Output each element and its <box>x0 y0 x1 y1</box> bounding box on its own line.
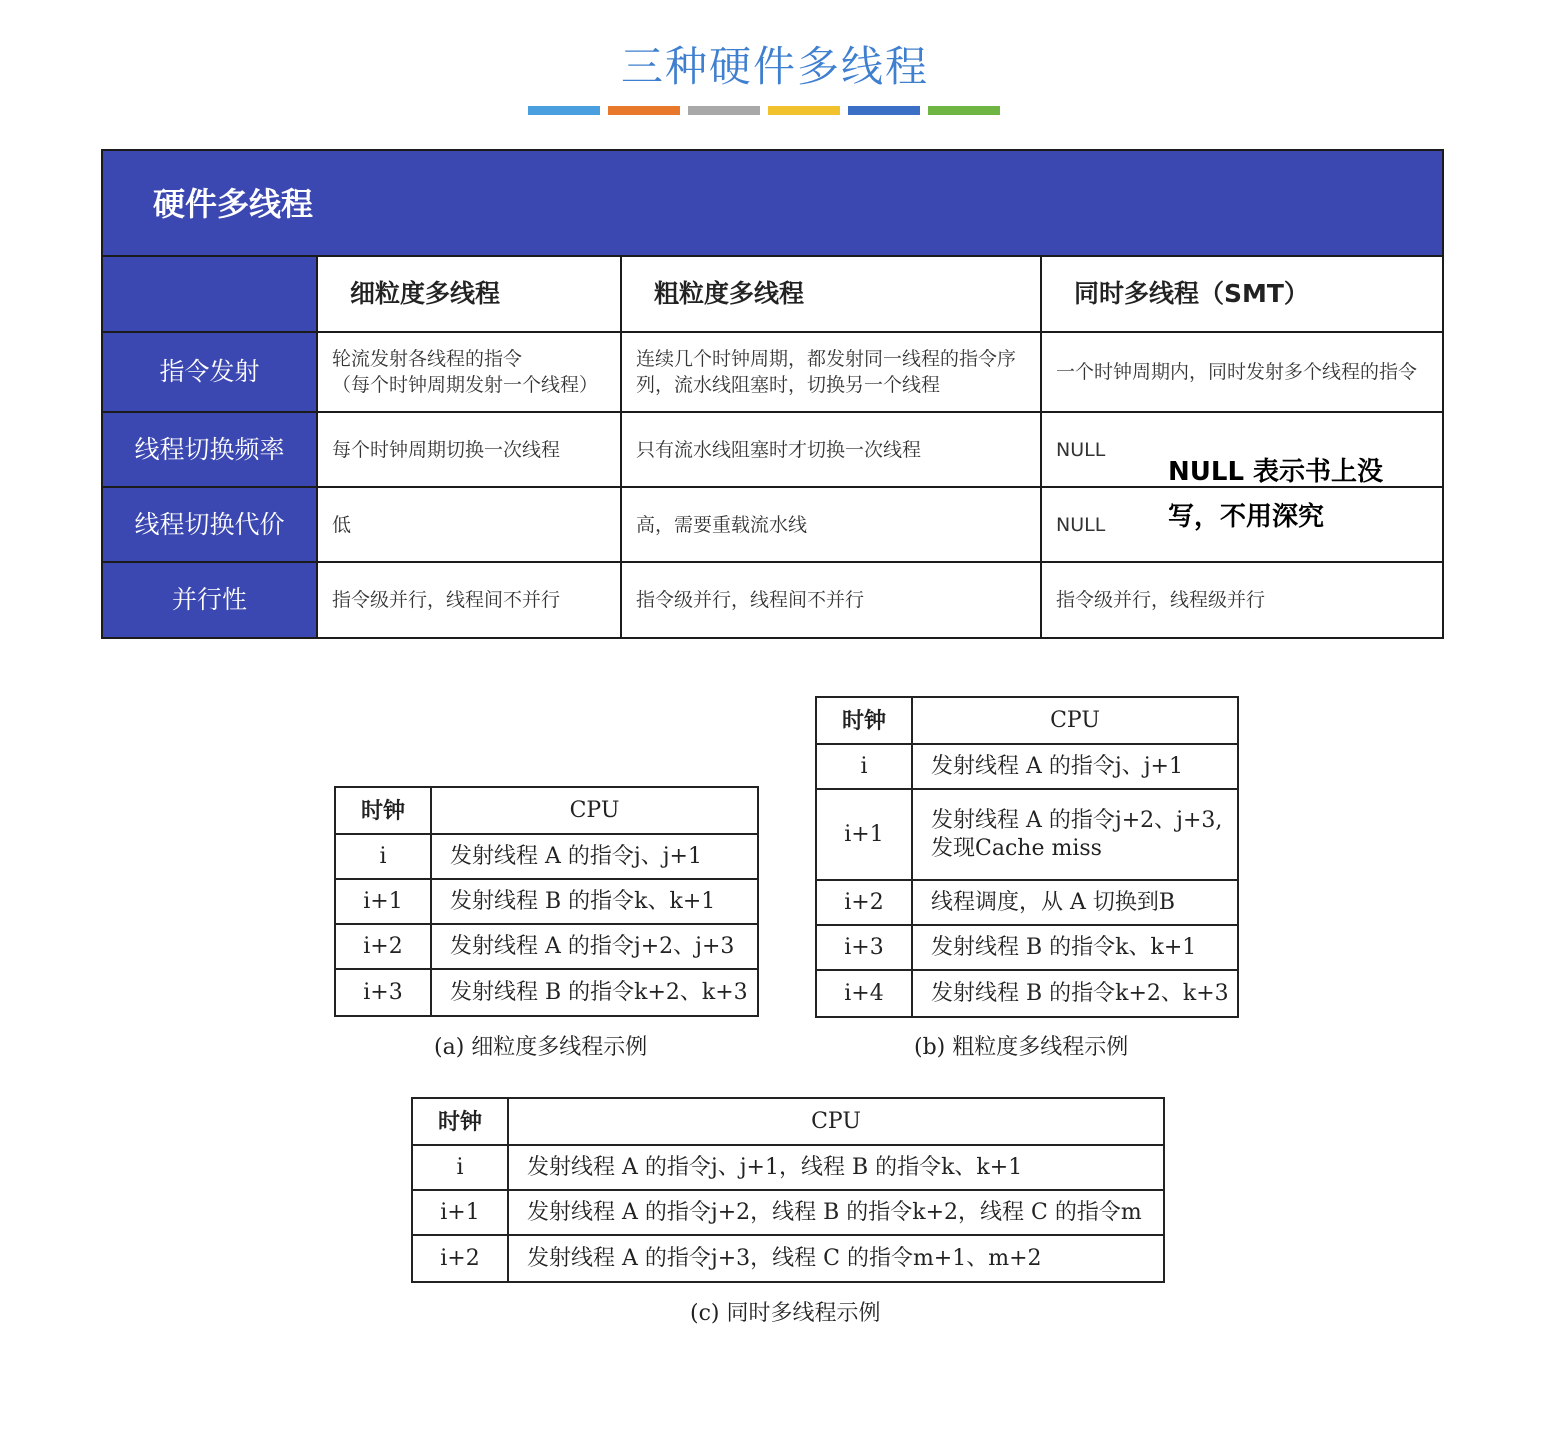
example-table-fine-grained <box>334 786 759 1017</box>
table-cell: NULL <box>1056 438 1106 461</box>
clock-cell: i+1 <box>413 1191 509 1234</box>
table-cell: 只有流水线阻塞时才切换一次线程 <box>622 413 1042 486</box>
column-header-fine-grained: 细粒度多线程 <box>318 257 622 331</box>
table-header-row <box>817 698 1237 745</box>
clock-cell: i+4 <box>817 971 913 1016</box>
clock-cell: i+1 <box>336 880 432 923</box>
cpu-header: CPU <box>1050 707 1100 733</box>
clock-cell: i+3 <box>817 926 913 969</box>
table-row <box>336 835 757 880</box>
clock-header: 时钟 <box>817 698 913 743</box>
cpu-cell: 发射线程 A 的指令j+2，线程 B 的指令k+2，线程 C 的指令m <box>527 1199 1142 1225</box>
cell-text: 一个时钟周期内，同时发射多个线程的指令 <box>1056 361 1418 383</box>
row-label: 指令发射 <box>103 333 318 411</box>
color-segment <box>608 106 680 115</box>
cpu-cell: 发射线程 A 的指令j、j+1，线程 B 的指令k、k+1 <box>527 1154 1023 1180</box>
column-header-smt: 同时多线程（SMT） <box>1074 279 1309 308</box>
color-segment <box>928 106 1000 115</box>
cell-text: 连续几个时钟周期，都发射同一线程的指令序 列，流水线阻塞时，切换另一个线程 <box>636 348 1017 396</box>
row-label: 线程切换频率 <box>103 413 318 486</box>
table-cell: 高，需要重载流水线 <box>622 488 1042 561</box>
example-table-smt <box>411 1097 1165 1283</box>
row-label: 线程切换代价 <box>103 488 318 561</box>
clock-cell: i+3 <box>336 970 432 1015</box>
corner-cell <box>103 257 318 331</box>
row-label: 并行性 <box>103 563 318 637</box>
caption-a: (a) 细粒度多线程示例 <box>434 1035 648 1060</box>
cpu-cell: 发射线程 A 的指令j+2、j+3, 发现Cache miss <box>931 807 1223 861</box>
cpu-header: CPU <box>811 1108 861 1134</box>
table-cell: 指令级并行，线程间不并行 <box>318 563 622 637</box>
table-row <box>103 563 1442 637</box>
cpu-cell: 发射线程 A 的指令j+3，线程 C 的指令m+1、m+2 <box>527 1245 1042 1271</box>
cpu-cell: 发射线程 A 的指令j、j+1 <box>450 843 702 869</box>
color-segment <box>768 106 840 115</box>
cpu-cell: 线程调度，从 A 切换到B <box>931 889 1176 915</box>
clock-cell: i+2 <box>336 925 432 968</box>
color-segment <box>528 106 600 115</box>
table-row <box>413 1146 1163 1191</box>
example-table-coarse-grained <box>815 696 1239 1018</box>
table-cell: 低 <box>318 488 622 561</box>
clock-cell: i <box>336 835 432 878</box>
color-segment <box>848 106 920 115</box>
comparison-table <box>101 149 1444 639</box>
column-header-coarse-grained: 粗粒度多线程 <box>622 257 1042 331</box>
table-header: 硬件多线程 <box>103 151 1442 257</box>
table-cell <box>1042 333 1442 411</box>
table-column-header-row <box>103 257 1442 333</box>
table-row <box>336 880 757 925</box>
table-cell <box>318 333 622 411</box>
clock-cell: i <box>413 1146 509 1189</box>
clock-header: 时钟 <box>413 1099 509 1144</box>
table-row <box>817 790 1237 881</box>
color-segment <box>688 106 760 115</box>
clock-cell: i+1 <box>817 790 913 879</box>
cpu-cell: 发射线程 A 的指令j+2、j+3 <box>450 933 735 959</box>
table-row <box>413 1191 1163 1236</box>
cpu-cell: 发射线程 B 的指令k+2、k+3 <box>450 979 748 1005</box>
table-row <box>336 925 757 970</box>
table-row <box>817 881 1237 926</box>
table-row <box>817 971 1237 1016</box>
color-bar-divider <box>528 106 1000 115</box>
cpu-cell: 发射线程 B 的指令k+2、k+3 <box>931 980 1229 1006</box>
table-cell: 指令级并行，线程间不并行 <box>622 563 1042 637</box>
cpu-cell: 发射线程 A 的指令j、j+1 <box>931 753 1183 779</box>
table-row <box>103 333 1442 413</box>
caption-c: (c) 同时多线程示例 <box>690 1301 881 1326</box>
table-row <box>817 926 1237 971</box>
clock-cell: i+2 <box>817 881 913 924</box>
cpu-header: CPU <box>569 797 620 823</box>
table-header-row <box>336 788 757 835</box>
clock-cell: i <box>817 745 913 788</box>
table-header-row <box>413 1099 1163 1146</box>
table-cell: 指令级并行，线程级并行 <box>1056 589 1266 611</box>
table-cell <box>622 333 1042 411</box>
table-cell: 每个时钟周期切换一次线程 <box>318 413 622 486</box>
caption-b: (b) 粗粒度多线程示例 <box>914 1035 1129 1060</box>
page-title: 三种硬件多线程 <box>620 42 929 91</box>
clock-cell: i+2 <box>413 1236 509 1281</box>
clock-header: 时钟 <box>336 788 432 833</box>
cpu-cell: 发射线程 B 的指令k、k+1 <box>931 934 1197 960</box>
cpu-cell: 发射线程 B 的指令k、k+1 <box>450 888 716 914</box>
null-annotation: NULL 表示书上没写，不用深究 <box>1168 457 1384 532</box>
table-cell: NULL <box>1056 513 1106 536</box>
table-row <box>336 970 757 1015</box>
table-row <box>413 1236 1163 1281</box>
cell-text: 轮流发射各线程的指令 （每个时钟周期发射一个线程） <box>332 348 599 396</box>
table-row <box>817 745 1237 790</box>
